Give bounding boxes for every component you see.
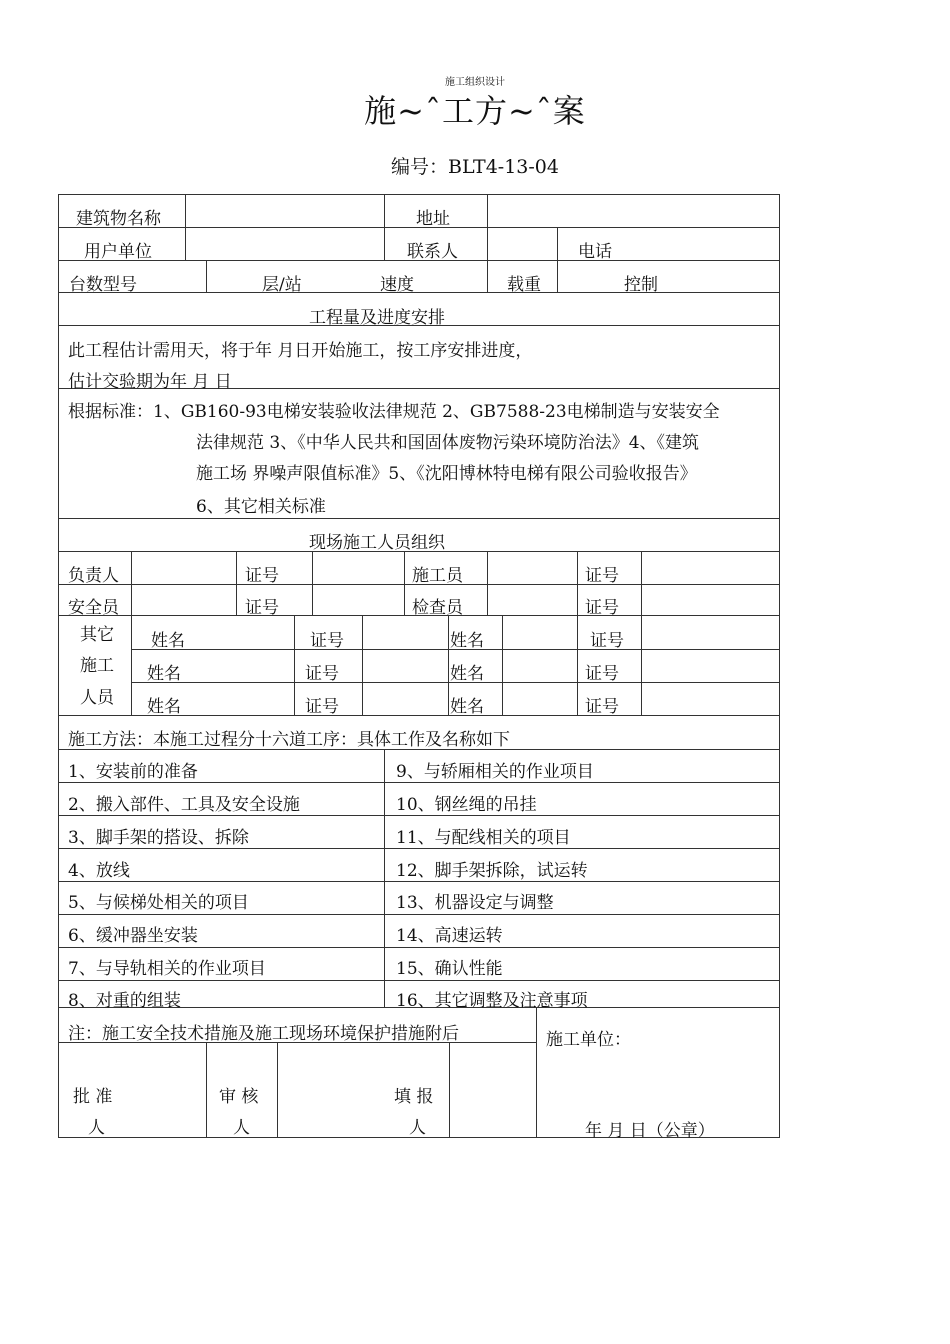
col-divider [277,1042,278,1137]
label-reviewer-suffix: 人 [233,1118,250,1138]
label-filler: 填 报 [394,1087,434,1107]
label-cert-no: 证号 [305,664,339,684]
method-step: 10、钢丝绳的吊挂 [396,795,537,815]
method-step: 8、对重的组装 [68,991,181,1011]
row-divider [58,881,780,882]
col-divider [449,1042,450,1137]
label-inspector: 检查员 [412,598,463,618]
row-divider [58,914,780,915]
label-name: 姓名 [147,697,181,717]
col-divider [384,749,385,1007]
label-cert-no: 证号 [245,566,279,586]
method-heading: 施工方法：本施工过程分十六道工序：具体工作及名称如下 [68,730,510,750]
document-title: 施~ˆ工方~ˆ案 [364,92,586,130]
label-other-2: 施工 [80,656,114,676]
document-number: 编号：BLT4-13-04 [391,156,559,178]
col-divider [502,615,503,715]
label-name: 姓名 [450,664,484,684]
row-divider [58,815,780,816]
section-heading-personnel: 现场施工人员组织 [309,533,445,553]
label-other-1: 其它 [80,625,114,645]
label-construction-unit: 施工单位： [546,1030,631,1050]
label-cert-no: 证号 [310,631,344,651]
label-other-3: 人员 [80,688,114,708]
label-name: 姓名 [450,697,484,717]
row-divider [58,782,780,783]
method-step: 4、放线 [68,861,130,881]
col-divider [294,615,295,715]
label-safety-officer: 安全员 [68,598,119,618]
col-divider [312,551,313,615]
col-divider [185,194,186,260]
col-divider [404,551,405,615]
col-divider [206,260,207,292]
method-step: 15、确认性能 [396,959,503,979]
label-control: 控制 [624,275,658,295]
col-divider [236,551,237,615]
method-step: 7、与导轨相关的作业项目 [68,959,266,979]
method-step: 1、安装前的准备 [68,762,198,782]
label-floors-stations: 层/站 [262,275,302,295]
label-phone: 电话 [578,242,612,262]
col-divider [362,615,363,715]
method-step: 2、搬入部件、工具及安全设施 [68,795,300,815]
label-cert-no: 证号 [585,566,619,586]
col-divider [131,551,132,715]
standards-line-1: 根据标准：1、GB160-93电梯安装验收法律规范 2、GB7588-23电梯制造与安装安全 [68,402,720,422]
label-cert-no: 证号 [585,697,619,717]
row-divider [58,947,780,948]
table-border-left [58,194,59,1138]
label-approver-suffix: 人 [88,1118,105,1138]
col-divider [641,551,642,715]
label-load: 载重 [507,275,541,295]
row-divider [58,980,780,981]
col-divider [536,1007,537,1137]
label-cert-no: 证号 [590,631,624,651]
col-divider [487,194,488,292]
label-name: 姓名 [450,631,484,651]
col-divider [448,615,449,715]
method-step: 11、与配线相关的项目 [396,828,571,848]
label-name: 姓名 [151,631,185,651]
table-border-top [58,194,780,195]
col-divider [384,194,385,260]
header-note: 施工组织设计 [445,77,505,88]
method-step: 9、与轿厢相关的作业项目 [396,762,594,782]
label-cert-no: 证号 [585,664,619,684]
method-step: 3、脚手架的搭设、拆除 [68,828,249,848]
row-divider [58,848,780,849]
standards-line-3: 施工场 界噪声限值标准》5、《沈阳博林特电梯有限公司验收报告》 [196,464,697,484]
method-step: 12、脚手架拆除，试运转 [396,861,588,881]
standards-line-4: 6、其它相关标准 [196,497,326,517]
method-step: 14、高速运转 [396,926,503,946]
col-divider [487,551,488,615]
label-building-name: 建筑物名称 [76,209,161,229]
col-divider [577,551,578,715]
label-approver: 批 准 [73,1087,113,1107]
label-name: 姓名 [147,664,181,684]
label-cert-no: 证号 [245,598,279,618]
label-cert-no: 证号 [305,697,339,717]
section-heading-schedule: 工程量及进度安排 [309,308,445,328]
label-reviewer: 审 核 [219,1087,259,1107]
label-person-in-charge: 负责人 [68,566,119,586]
label-units-model: 台数型号 [69,275,137,295]
label-address: 地址 [416,209,450,229]
label-cert-no: 证号 [585,598,619,618]
method-step: 13、机器设定与调整 [396,893,554,913]
table-border-right [779,194,780,1138]
label-contact: 联系人 [407,242,458,262]
col-divider [206,1042,207,1137]
col-divider [557,227,558,292]
row-divider [58,292,780,293]
method-step: 16、其它调整及注意事项 [396,991,588,1011]
method-step: 6、缓冲器坐安装 [68,926,198,946]
label-speed: 速度 [380,275,414,295]
schedule-line-2: 估计交验期为年 月 日 [68,372,232,392]
footer-note: 注：施工安全技术措施及施工现场环境保护措施附后 [68,1024,459,1044]
row-divider [58,518,780,519]
date-seal: 年 月 日（公章） [585,1121,715,1141]
label-constructor: 施工员 [412,566,463,586]
label-user-unit: 用户单位 [84,242,152,262]
standards-line-2: 法律规范 3、《中华人民共和国固体废物污染环境防治法》4、《建筑 [196,433,700,453]
label-filler-suffix: 人 [409,1118,426,1138]
method-step: 5、与候梯处相关的项目 [68,893,249,913]
schedule-line-1: 此工程估计需用天，将于年 月日开始施工，按工序安排进度， [68,341,533,361]
